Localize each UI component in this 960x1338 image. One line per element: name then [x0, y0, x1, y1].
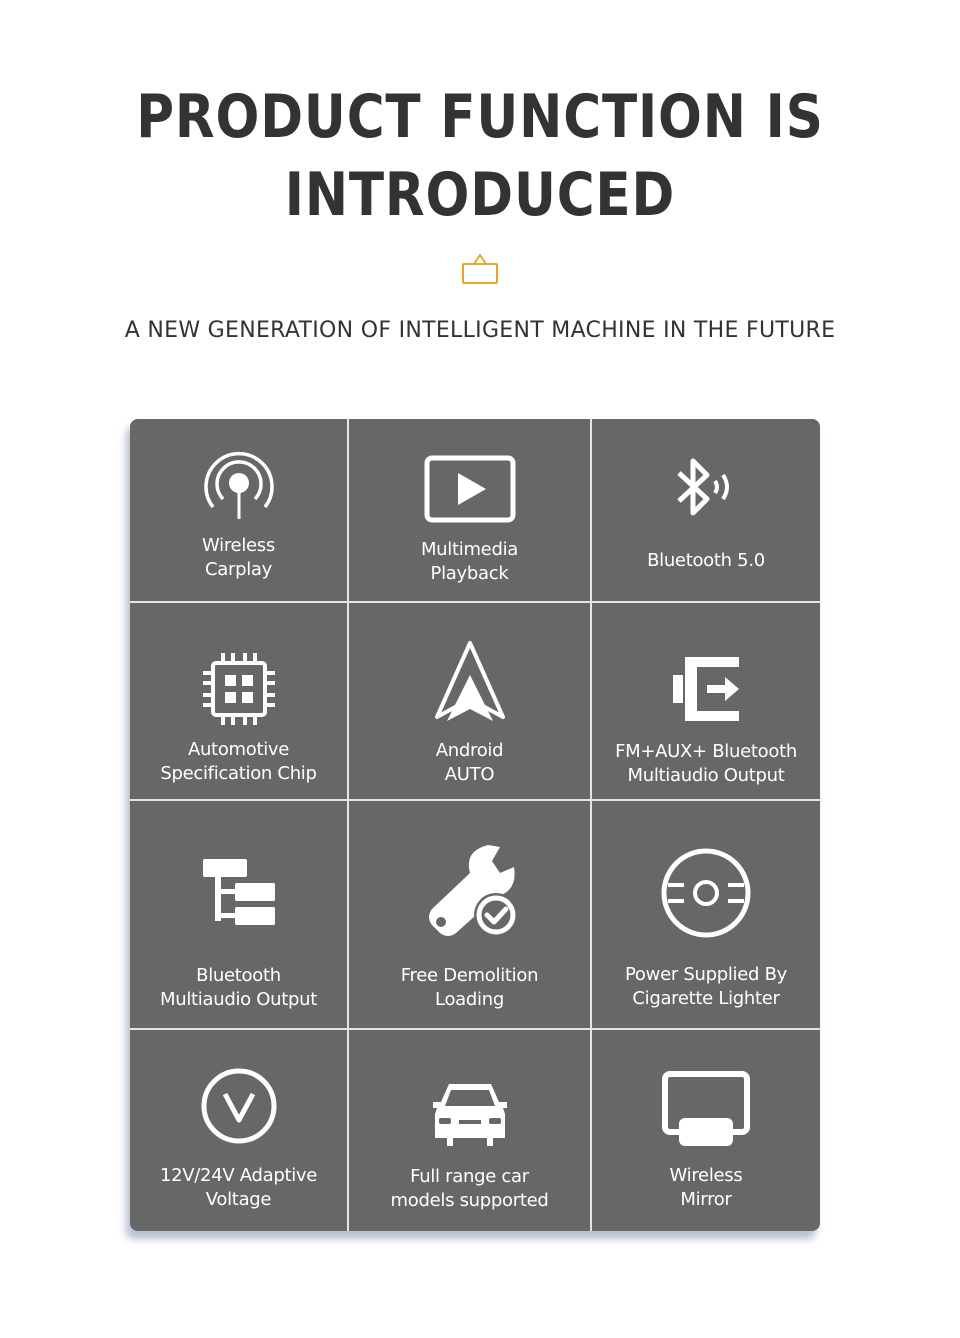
feature-label-line2: Loading: [435, 989, 504, 1010]
page-title-line-2: INTRODUCED: [284, 160, 676, 230]
feature-label-line2: Voltage: [205, 1189, 272, 1210]
hierarchy-icon: [201, 857, 277, 933]
bluetooth-icon: [671, 455, 741, 521]
feature-label-line2: Specification Chip: [160, 763, 317, 784]
feature-label-line1: Bluetooth: [196, 965, 281, 986]
feature-label-line1: Multimedia: [420, 539, 519, 560]
feature-tile-voltage: [130, 1030, 349, 1231]
feature-label-line2: Playback: [430, 563, 509, 584]
feature-tile-cigarette-lighter: [592, 801, 820, 1030]
feature-label-line1: 12V/24V Adaptive: [159, 1165, 318, 1186]
wrench-check-icon: [420, 841, 520, 939]
page-title-line-1: PRODUCT FUNCTION IS: [136, 82, 824, 152]
feature-tile-multimedia: [349, 419, 592, 603]
feature-label-line1: Wireless: [669, 1165, 743, 1186]
feature-tile-car-models: [349, 1030, 592, 1231]
chip-icon: [201, 651, 277, 727]
feature-tile-fm-aux: [592, 603, 820, 801]
feature-label-line1: Android: [435, 740, 504, 761]
feature-label-line2: Cigarette Lighter: [632, 988, 780, 1009]
feature-label-line2: models supported: [390, 1190, 549, 1211]
play-icon: [424, 455, 516, 523]
feature-grid: [130, 419, 820, 1231]
feature-tile-bluetooth: [592, 419, 820, 603]
feature-tile-wireless-carplay: [130, 419, 349, 603]
feature-label-line1: Power Supplied By: [625, 964, 787, 985]
feature-label-line2: Multiaudio Output: [627, 765, 785, 786]
feature-label-line2: AUTO: [444, 764, 495, 785]
feature-label-line1: Free Demolition: [400, 965, 539, 986]
feature-label-line2: Carplay: [204, 559, 272, 580]
feature-tile-android-auto: [349, 603, 592, 801]
car-icon: [429, 1080, 511, 1148]
feature-label-line1: FM+AUX+ Bluetooth: [615, 741, 797, 762]
feature-tile-chip: [130, 603, 349, 801]
feature-label-line2: Multiaudio Output: [159, 989, 318, 1010]
feature-label-line1: Bluetooth 5.0: [647, 550, 765, 571]
wireless-signal-icon: [203, 449, 275, 521]
audio-output-icon: [669, 653, 743, 725]
voltage-icon: [199, 1066, 279, 1146]
feature-tile-wireless-mirror: [592, 1030, 820, 1231]
feature-label-line2: Mirror: [680, 1189, 732, 1210]
power-socket-icon: [660, 847, 752, 939]
screen-mirror-icon: [661, 1070, 751, 1150]
feature-label-line1: Wireless: [202, 535, 275, 556]
shopping-bag-icon: [460, 252, 500, 286]
feature-label-line1: Automotive: [187, 739, 290, 760]
feature-tile-free-demolition: [349, 801, 592, 1030]
android-auto-icon: [433, 639, 507, 727]
feature-label-line1: Full range car: [410, 1166, 529, 1187]
feature-tile-bt-multiaudio: [130, 801, 349, 1030]
subtitle: A NEW GENERATION OF INTELLIGENT MACHINE IN THE FUTURE: [124, 318, 836, 343]
